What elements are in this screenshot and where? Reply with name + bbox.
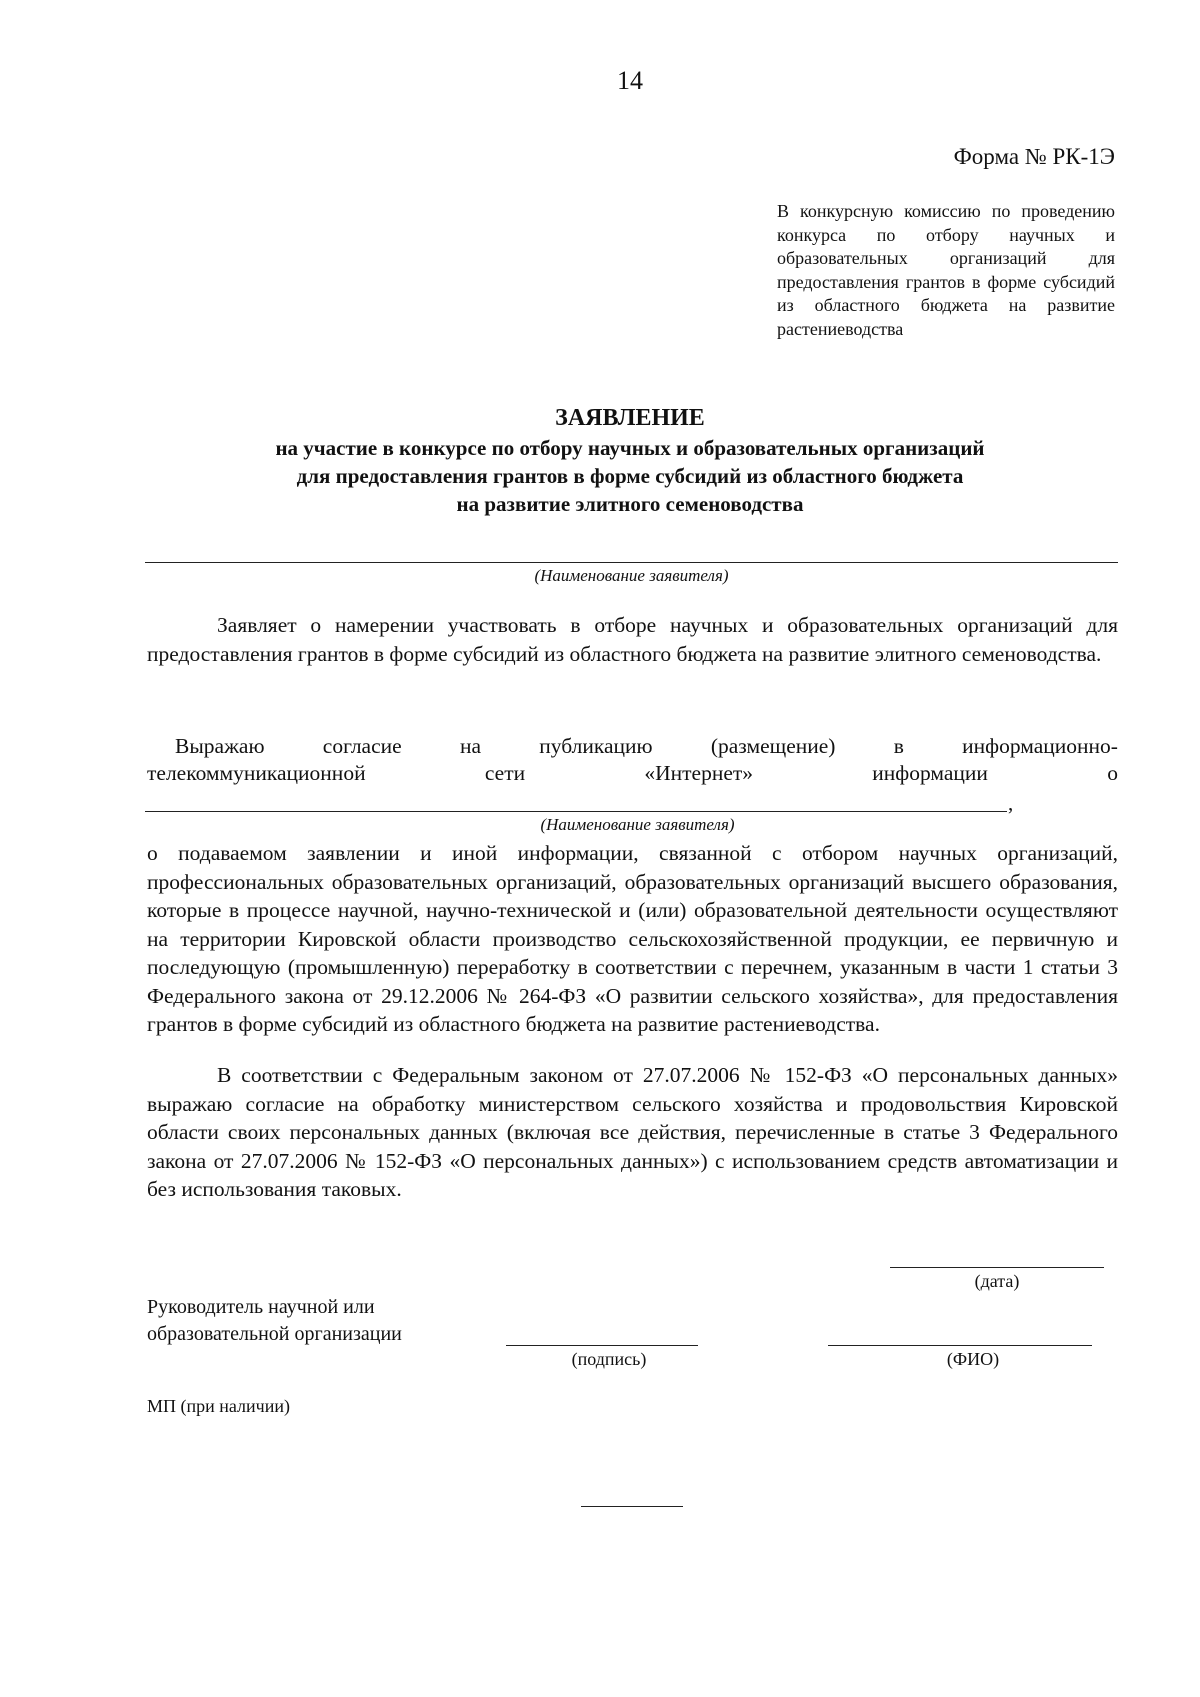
consent-word: сети — [484, 761, 526, 785]
applicant-name-line-2[interactable] — [145, 811, 1007, 812]
consent-line-2 — [147, 759, 1118, 787]
personal-data-paragraph: В соответствии с Федеральным законом от 27.07.2006 № 152-ФЗ «О персональных данных» выражаю согласие на обработку министерством сельского хозяйства и продовольствия Кировской области своих персональных данных (включая все действия, перечисленные в статье 3 Федерального закона от 27.07.2006 № 152-ФЗ «О персональных данных») с использованием средств автоматизации и без использования таковых. — [147, 1063, 1118, 1201]
page-number: 14 — [617, 66, 643, 95]
applicant-name-caption-2: (Наименование заявителя) — [540, 815, 735, 834]
consent-word: (размещение) — [710, 734, 836, 758]
consent-word: в — [893, 734, 904, 758]
consent-word: информации — [872, 761, 988, 785]
consent-word: на — [459, 734, 481, 758]
title-line-3: на развитие элитного семеноводства — [456, 492, 804, 516]
stamp-label: МП (при наличии) — [147, 1396, 290, 1416]
head-label-line-2: образовательной организации — [147, 1323, 402, 1345]
intent-paragraph: Заявляет о намерении участвовать в отборе научных и образовательных организаций для предоставления грантов в форме субсидий из областного бюджета на развитие элитного семеноводства. — [147, 613, 1118, 666]
addressee-block: В конкурсную комиссию по проведению конкурса по отбору научных и образовательных организаций для предоставления грантов в форме субсидий из областного бюджета на развитие растениеводства — [777, 201, 1115, 339]
end-divider — [581, 1506, 683, 1507]
date-line[interactable] — [890, 1267, 1104, 1268]
consent-word: о — [1107, 761, 1118, 785]
consent-word: согласие — [322, 734, 402, 758]
title-line-1: на участие в конкурсе по отбору научных и образовательных организаций — [275, 436, 985, 460]
title-line-2: для предоставления грантов в форме субсидий из областного бюджета — [296, 464, 964, 488]
signature-line[interactable] — [506, 1345, 698, 1346]
full-name-caption: (ФИО) — [946, 1349, 1000, 1369]
publication-paragraph: о подаваемом заявлении и иной информации, связанной с отбором научных организаций, профессиональных образовательных организаций, образовательных организаций высшего образования, которые в процессе научной, научно-технической и (или) образовательной деятельности осуществляют на территории Кировской области производство сельскохозяйственной продукции, ее первичную и последующую (промышленную) переработку в соответствии с перечнем, указанным в части 1 статьи 3 Федерального закона от 29.12.2006 № 264-ФЗ «О развитии сельского хозяйства», для предоставления грантов в форме субсидий из областного бюджета на развитие растениеводства. — [147, 841, 1118, 1036]
consent-word: информационно- — [962, 734, 1118, 758]
signature-caption: (подпись) — [571, 1349, 647, 1369]
consent-line-1 — [147, 732, 1118, 760]
head-label-line-1: Руководитель научной или — [147, 1296, 375, 1318]
applicant-name-caption: (Наименование заявителя) — [534, 566, 729, 585]
consent-word: «Интернет» — [644, 761, 754, 785]
title-main: ЗАЯВЛЕНИЕ — [555, 405, 705, 431]
applicant-name-line[interactable] — [145, 562, 1118, 563]
date-caption: (дата) — [974, 1271, 1020, 1291]
consent-word: публикацию — [539, 734, 653, 758]
consent-word: Выражаю — [175, 734, 265, 758]
comma: , — [1008, 791, 1014, 815]
consent-word: телекоммуникационной — [147, 761, 366, 785]
document-title — [120, 402, 1140, 518]
form-number: Форма № РК-1Э — [953, 144, 1115, 169]
full-name-line[interactable] — [828, 1345, 1092, 1346]
